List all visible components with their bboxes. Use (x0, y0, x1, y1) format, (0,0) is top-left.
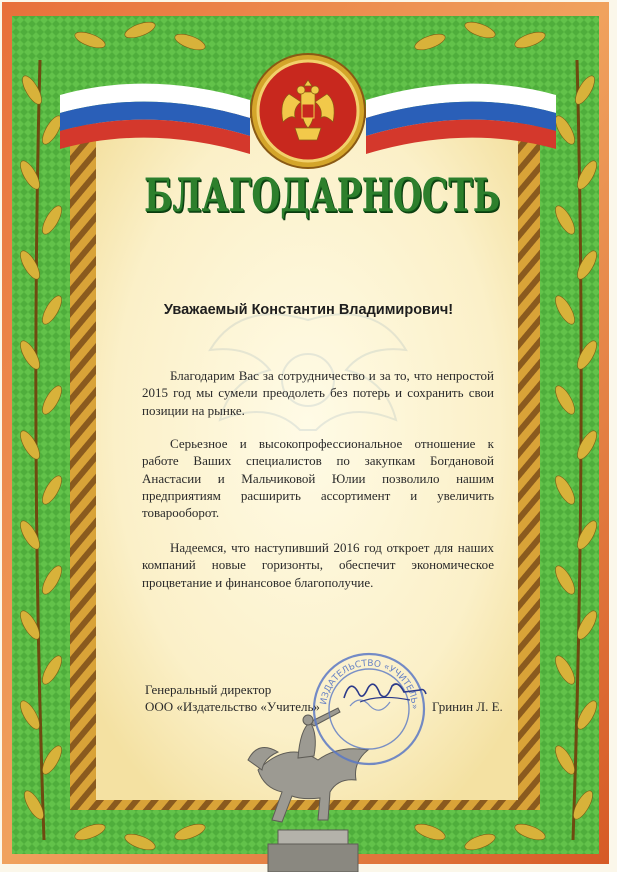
handwritten-signature (340, 672, 430, 712)
body-paragraph: Благодарим Вас за сотрудничество и за то, что непростой 2015 год мы сумели преодолеть без потерь и сохранить свои позиции на рынке. (142, 368, 494, 418)
salutation: Уважаемый Константин Владимирович! (163, 302, 454, 318)
body-paragraph: Надеемся, что наступивший 2016 год откроет для наших компаний новые горизонты, обеспечит экономическое процветание и финансовое благополучие. (142, 540, 494, 590)
certificate-title: БЛАГОДАРНОСТЬ (143, 168, 501, 222)
stamp-text: ИЗДАТЕЛЬСТВО «УЧИТЕЛЬ» (319, 658, 420, 710)
body-paragraph: Серьезное и высокопрофессиональное отношение к работе Ваших специалистов по закупкам Богдановой Анастасии и Мальчиковой Юлии позволило нашим предприятиям расширить ассортимент и увеличить товарооборот. (142, 436, 494, 521)
russian-coat-of-arms-emblem (249, 52, 367, 170)
signatory-organization: ООО «Издательство «Учитель» (145, 699, 320, 714)
signatory-position: Генеральный директор (145, 682, 272, 697)
signatory-name: Гринин Л. Е. (432, 699, 503, 714)
